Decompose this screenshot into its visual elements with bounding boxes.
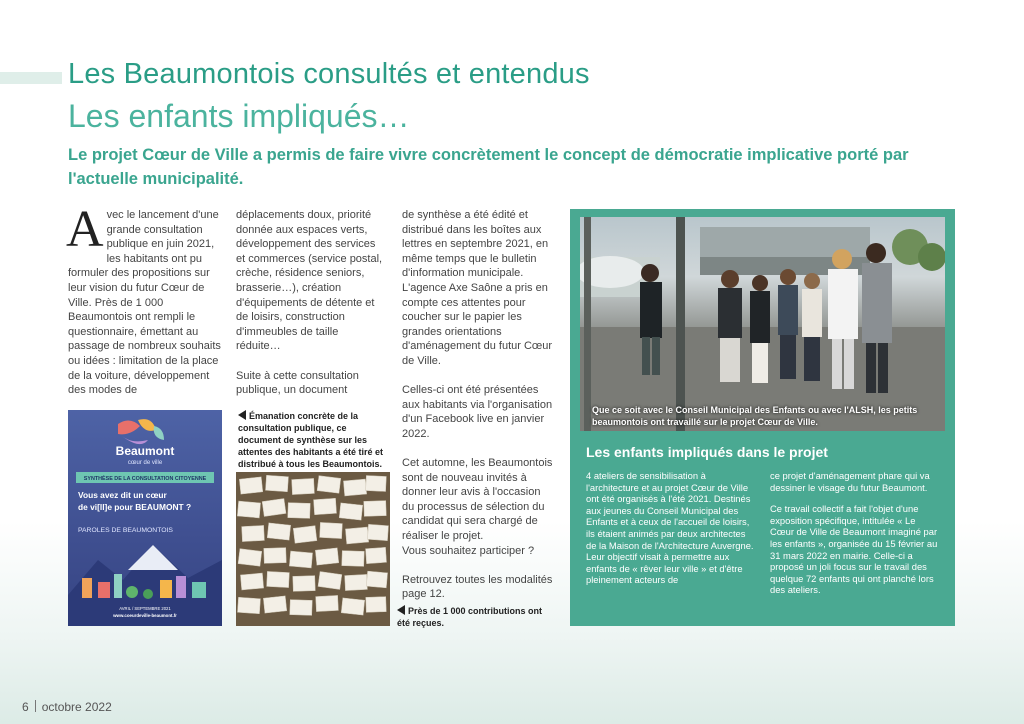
panel-column-2 — [770, 470, 940, 596]
brochure-url: www.coeurdeville-beaumont.fr — [113, 613, 177, 618]
brochure-cover-image — [68, 410, 222, 626]
issue-date: octobre 2022 — [41, 700, 112, 714]
left-arrow-icon — [397, 605, 405, 615]
title-accent-bar — [0, 72, 62, 84]
page-title: Les Beaumontois consultés et entendus — [68, 58, 590, 90]
body-column-1-text: vec le lancement d'une grande consultation publique en juin 2021, les habitants ont pu formuler des propositions sur leur vision du futur Cœur de Ville. Près de 1 000 Beaumontois ont rempli le questionnaire, émettant au passage de nombreux souhaits ou idées : limitation de la place de la voiture, développement des modes de — [68, 209, 221, 397]
body-column-1 — [66, 201, 226, 398]
brochure-brand: Beaumont — [115, 444, 175, 458]
brochure-brand-sub: cœur de ville — [127, 460, 163, 466]
cards-caption: Près de 1 000 contributions ont été reçues. — [397, 606, 543, 628]
brochure-date: AVRIL / SEPTEMBRE 2021 — [119, 606, 171, 611]
drop-cap: A — [66, 201, 104, 258]
panel-heading: Les enfants impliqués dans le projet — [586, 444, 828, 460]
body-column-2: déplacements doux, priorité donnée aux espaces verts, développement des services et commerces (service postal, crèche, résidence seniors, brasserie…), création d'équipements de détente et de loisirs, construction d'immeubles de taille réduite… Suite à cette consultation publique, un document — [236, 209, 383, 397]
children-workshop-photo — [580, 217, 945, 431]
left-arrow-icon — [238, 410, 246, 420]
brochure-headline-1: Vous avez dit un cœur — [78, 490, 167, 500]
brochure-cover-art — [68, 410, 222, 626]
panel-column-2-paragraph-1: ce projet d'aménagement phare qui va dessiner le visage du futur Beaumont. — [770, 470, 930, 493]
brochure-headline-2: de vi[ll]e pour BEAUMONT ? — [78, 502, 192, 512]
children-workshop-art — [580, 217, 945, 431]
brochure-paroles: PAROLES DE BEAUMONTOIS — [78, 527, 173, 534]
contribution-cards-image — [236, 472, 390, 626]
body-column-3: de synthèse a été édité et distribué dans les boîtes aux lettres en septembre 2021, en même temps que le bulletin d'information municipale. L'agence Axe Saône a pris en compte ces attentes pour coucher sur le papier les grandes orientations d'aménagement du futur Cœur de Ville. Celles-ci ont été présentées aux habitants via l'organisation d'un Facebook live en janvier 2022. Cet automne, les Beaumontois sont de nouveau invités à donner leur avis à l'occasion du processus de sélection du candidat qui sera chargé de réaliser le projet. Vous souhaitez participer ? Retrouvez toutes les modalités page 12. — [402, 209, 553, 601]
brochure-logo-icon — [118, 419, 164, 444]
brochure-caption: Émanation concrète de la consultation publique, ce document de synthèse sur les attentes des habitants a été tiré et distribué à tous les Beaumontois. — [238, 411, 384, 469]
contribution-cards-art — [236, 472, 390, 626]
page-subtitle: Les enfants impliqués… — [68, 98, 410, 134]
brochure-banner: SYNTHÈSE DE LA CONSULTATION CITOYENNE — [83, 476, 207, 482]
lead-paragraph: Le projet Cœur de Ville a permis de faire vivre concrètement le concept de démocratie implicative porté par l'actuelle municipalité. — [68, 146, 909, 188]
panel-column-2-paragraph-2: Ce travail collectif a fait l'objet d'une exposition spécifique, intitulée « Le Cœur de Ville de Beaumont imaginé par les enfants », organisée du 15 février au 31 mars 2022 en mairie. Celle-ci a proposé un joli focus sur le travail des quelque 72 enfants qui ont planché lors des ateliers. — [770, 503, 938, 596]
panel-column-1: 4 ateliers de sensibilisation à l'architecture et au projet Cœur de Ville ont été organisés à l'été 2021. Destinés aux jeunes du Conseil Municipal des Enfants et à ceux de l'accueil de loisirs, ils étaient animés par deux architectes de la Maison de l'Architecture Auvergne. Leur objectif visait à permettre aux enfants de « rêver leur ville » et d'être pleinement acteurs de — [586, 470, 754, 586]
photo-caption: Que ce soit avec le Conseil Municipal des Enfants ou avec l'ALSH, les petits beaumontois ont travaillé sur le projet Cœur de Ville. — [592, 405, 918, 427]
page-number: 6 — [22, 700, 29, 714]
footer-divider — [35, 700, 36, 712]
page-footer — [22, 700, 112, 714]
